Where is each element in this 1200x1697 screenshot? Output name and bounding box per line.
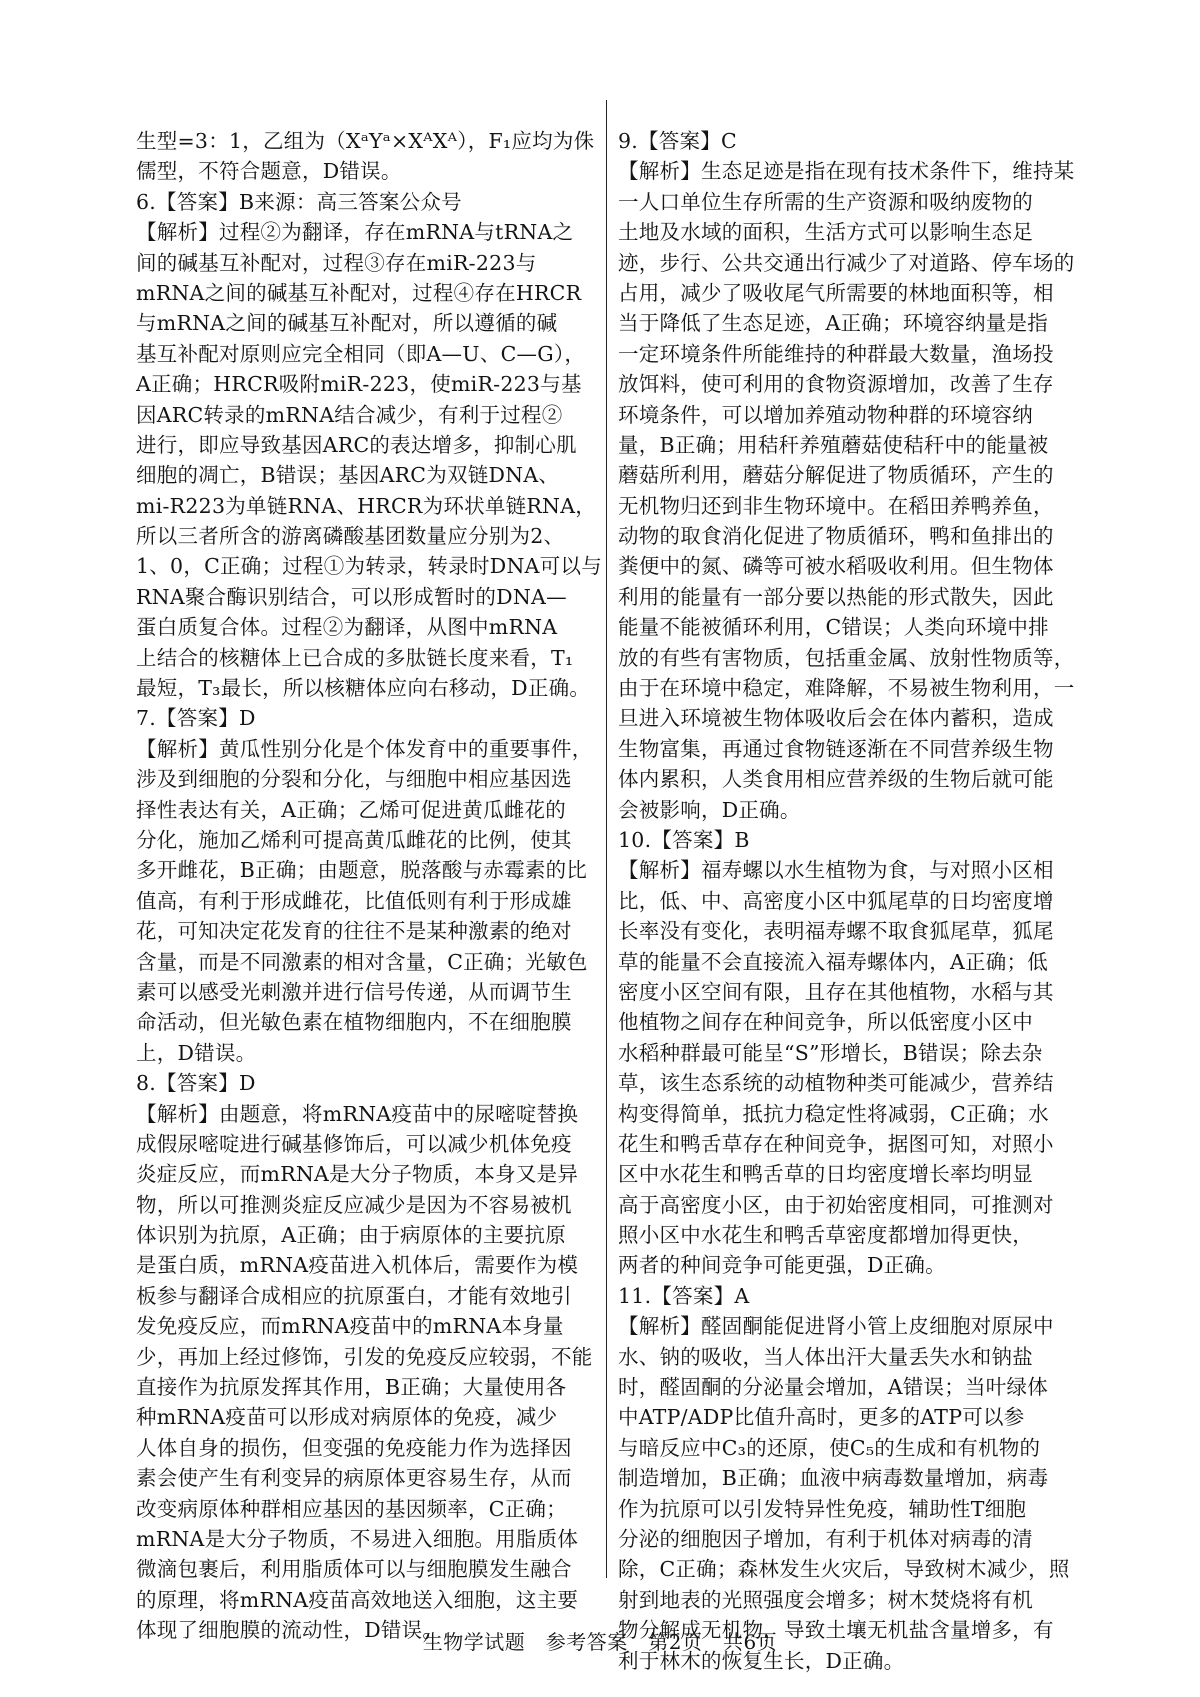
text-line: 生物富集，再通过食物链逐渐在不同营养级生物	[618, 736, 1054, 761]
text-line: 占用，减少了吸收尾气所需要的林地面积等，相	[618, 280, 1054, 305]
text-line: 粪便中的氮、磷等可被水稻吸收利用。但生物体	[618, 554, 1054, 579]
text-line: 物，所以可推测炎症反应减少是因为不容易被机	[136, 1192, 572, 1217]
text-line: 6.【答案】B来源：高三答案公众号	[136, 189, 462, 214]
text-line: 板参与翻译合成相应的抗原蛋白，才能有效地引	[136, 1283, 572, 1308]
text-line: 9.【答案】C	[618, 129, 737, 153]
text-line: 水、钠的吸收，当人体出汗大量丢失水和钠盐	[618, 1344, 1033, 1369]
text-line: 间的碱基互补配对，过程③存在miR-223与	[136, 250, 537, 275]
text-line: 多开雌花，B正确；由题意，脱落酸与赤霉素的比	[136, 858, 588, 883]
text-line: 花，可知决定花发育的往往不是某种激素的绝对	[136, 919, 572, 944]
text-line: 水稻种群最可能呈“S”形增长，B错误；除去杂	[618, 1040, 1043, 1065]
text-line: 【解析】过程②为翻译，存在mRNA与tRNA之	[136, 220, 574, 245]
text-line: 时，醛固酮的分泌量会增加，A错误；当叶绿体	[618, 1375, 1049, 1400]
text-line: 制造增加，B正确；血液中病毒数量增加，病毒	[618, 1466, 1049, 1491]
text-line: 11.【答案】A	[618, 1283, 750, 1308]
right-column	[618, 126, 1106, 1676]
text-line: 中ATP/ADP比值升高时，更多的ATP可以参	[618, 1405, 1025, 1430]
text-line: 构变得简单，抵抗力稳定性将减弱，C正确；水	[618, 1101, 1049, 1126]
text-line: 迹，步行、公共交通出行减少了对道路、停车场的	[618, 250, 1075, 275]
text-line: 会被影响，D正确。	[618, 797, 801, 822]
text-line: 环境条件，可以增加养殖动物种群的环境容纳	[618, 402, 1033, 427]
text-line: 旦进入环境被生物体吸收后会在体内蓄积，造成	[618, 706, 1054, 731]
text-line: 少，再加上经过修饰，引发的免疫反应较弱，不能	[136, 1344, 593, 1369]
text-line: 因ARC转录的mRNA结合减少，有利于过程②	[136, 402, 563, 427]
text-line: 最短，T₃最长，所以核糖体应向右移动，D正确。	[136, 676, 591, 701]
text-line: 上结合的核糖体上已合成的多肽链长度来看，T₁	[136, 645, 574, 670]
text-line: 儒型，不符合题意，D错误。	[136, 159, 402, 184]
text-line: 能量不能被循环利用，C错误；人类向环境中排	[618, 615, 1049, 640]
text-line: 一人口单位生存所需的生产资源和吸纳废物的	[618, 189, 1033, 214]
text-line: 蛋白质复合体。过程②为翻译，从图中mRNA	[136, 615, 558, 640]
text-line: 种mRNA疫苗可以形成对病原体的免疫，减少	[136, 1405, 558, 1430]
text-line: 涉及到细胞的分裂和分化，与细胞中相应基因选	[136, 767, 572, 792]
text-line: 长率没有变化，表明福寿螺不取食狐尾草，狐尾	[618, 919, 1054, 944]
text-line: 含量，而是不同激素的相对含量，C正确；光敏色	[136, 949, 588, 974]
text-line: 生型=3：1，乙组为（XᵃYᵃ×XᴬXᴬ），F₁应均为侏	[136, 129, 595, 153]
text-line: 是蛋白质，mRNA疫苗进入机体后，需要作为模	[136, 1253, 579, 1278]
text-line: 体识别为抗原，A正确；由于病原体的主要抗原	[136, 1223, 567, 1248]
text-line: 基互补配对原则应完全相同（即A—U、C—G），	[136, 341, 586, 366]
column-divider	[606, 100, 607, 1578]
text-line: 与暗反应中C₃的还原，使C₅的生成和有机物的	[618, 1435, 1041, 1460]
text-line: 照小区中水花生和鸭舌草密度都增加得更快，	[618, 1223, 1033, 1248]
text-line: 区中水花生和鸭舌草的日均密度增长率均明显	[618, 1162, 1033, 1187]
text-line: 花生和鸭舌草存在种间竞争，据图可知，对照小	[618, 1131, 1054, 1156]
text-line: 上，D错误。	[136, 1040, 257, 1065]
page-footer: 生物学试题 参考答案 第2页 共6页	[422, 1630, 778, 1654]
text-line: 命活动，但光敏色素在植物细胞内，不在细胞膜	[136, 1010, 572, 1035]
text-line: 分泌的细胞因子增加，有利于机体对病毒的清	[618, 1526, 1033, 1551]
text-line: 作为抗原可以引发特异性免疫，辅助性T细胞	[618, 1496, 1027, 1521]
text-line: 【解析】生态足迹是指在现有技术条件下，维持某	[618, 159, 1075, 184]
text-line: 素会使产生有利变异的病原体更容易生存，从而	[136, 1466, 572, 1491]
text-line: 值高，有利于形成雌花，比值低则有利于形成雄	[136, 888, 572, 913]
text-line: 量，B正确；用秸秆养殖蘑菇使秸秆中的能量被	[618, 432, 1049, 457]
text-line: 放饵料，使可利用的食物资源增加，改善了生存	[618, 372, 1054, 397]
text-line: 体内累积，人类食用相应营养级的生物后就可能	[618, 767, 1054, 792]
text-line: 无机物归还到非生物环境中。在稻田养鸭养鱼，	[618, 493, 1054, 518]
text-line: 微滴包裹后，利用脂质体可以与细胞膜发生融合	[136, 1557, 572, 1582]
text-line: 的原理，将mRNA疫苗高效地送入细胞，这主要	[136, 1587, 579, 1612]
text-line: 两者的种间竞争可能更强，D正确。	[618, 1253, 946, 1278]
text-line: 【解析】黄瓜性别分化是个体发育中的重要事件，	[136, 736, 593, 761]
text-line: 土地及水域的面积，生活方式可以影响生态足	[618, 220, 1033, 245]
text-line: 除，C正确；森林发生火灾后，导致树木减少，照	[618, 1557, 1070, 1582]
text-line: 密度小区空间有限，且存在其他植物，水稻与其	[618, 979, 1054, 1004]
text-line: 1、0，C正确；过程①为转录，转录时DNA可以与	[136, 554, 602, 579]
text-line: 分化，施加乙烯利可提高黄瓜雌花的比例，使其	[136, 827, 572, 852]
text-line: mi-R223为单链RNA、HRCR为环状单链RNA，	[136, 493, 597, 518]
text-line: 由于在环境中稳定，难降解，不易被生物利用，一	[618, 676, 1075, 701]
text-line: mRNA是大分子物质，不易进入细胞。用脂质体	[136, 1526, 579, 1551]
text-line: 利用的能量有一部分要以热能的形式散失，因此	[618, 584, 1054, 609]
text-line: 当于降低了生态足迹，A正确；环境容纳量是指	[618, 311, 1049, 336]
text-line: 草，该生态系统的动植物种类可能减少，营养结	[618, 1071, 1054, 1096]
text-line: 【解析】福寿螺以水生植物为食，与对照小区相	[618, 858, 1054, 883]
text-line: 高于高密度小区，由于初始密度相同，可推测对	[618, 1192, 1054, 1217]
text-line: 比，低、中、高密度小区中狐尾草的日均密度增	[618, 888, 1054, 913]
text-line: 直接作为抗原发挥其作用，B正确；大量使用各	[136, 1375, 567, 1400]
text-line: 【解析】醛固酮能促进肾小管上皮细胞对原尿中	[618, 1314, 1054, 1339]
text-line: 动物的取食消化促进了物质循环，鸭和鱼排出的	[618, 524, 1054, 549]
text-line: 与mRNA之间的碱基互补配对，所以遵循的碱	[136, 311, 558, 336]
text-line: 7.【答案】D	[136, 706, 256, 731]
text-line: 择性表达有关，A正确；乙烯可促进黄瓜雌花的	[136, 797, 567, 822]
text-line: 体现了细胞膜的流动性，D错误。	[136, 1618, 444, 1643]
text-line: 细胞的凋亡，B错误；基因ARC为双链DNA、	[136, 463, 560, 488]
text-line: 8.【答案】D	[136, 1071, 256, 1096]
text-line: 所以三者所含的游离磷酸基团数量应分别为2、	[136, 524, 565, 549]
text-line: 成假尿嘧啶进行碱基修饰后，可以减少机体免疫	[136, 1131, 572, 1156]
text-line: 射到地表的光照强度会增多；树木焚烧将有机	[618, 1587, 1033, 1612]
text-line: 一定环境条件所能维持的种群最大数量，渔场投	[618, 341, 1054, 366]
text-line: 进行，即应导致基因ARC的表达增多，抑制心肌	[136, 432, 577, 457]
text-line: RNA聚合酶识别结合，可以形成暂时的DNA—	[136, 584, 567, 609]
text-line: mRNA之间的碱基互补配对，过程④存在HRCR	[136, 280, 582, 305]
text-line: 炎症反应，而mRNA是大分子物质，本身又是异	[136, 1162, 579, 1187]
text-line: 草的能量不会直接流入福寿螺体内，A正确；低	[618, 949, 1049, 974]
text-line: 物分解成无机物，导致土壤无机盐含量增多，有	[618, 1618, 1054, 1643]
text-line: 素可以感受光刺激并进行信号传递，从而调节生	[136, 979, 572, 1004]
text-line: 利于林木的恢复生长，D正确。	[618, 1648, 905, 1673]
text-line: 人体自身的损伤，但变强的免疫能力作为选择因	[136, 1435, 572, 1460]
text-line: 他植物之间存在种间竞争，所以低密度小区中	[618, 1010, 1033, 1035]
text-line: 蘑菇所利用，蘑菇分解促进了物质循环，产生的	[618, 463, 1054, 488]
text-line: 改变病原体种群相应基因的基因频率，C正确；	[136, 1496, 567, 1521]
text-line: 10.【答案】B	[618, 827, 750, 852]
left-column	[136, 126, 604, 1646]
text-line: 发免疫反应，而mRNA疫苗中的mRNA本身量	[136, 1314, 564, 1339]
text-line: A正确；HRCR吸附miR-223，使miR-223与基	[136, 372, 582, 397]
text-line: 【解析】由题意，将mRNA疫苗中的尿嘧啶替换	[136, 1101, 579, 1126]
text-line: 放的有些有害物质，包括重金属、放射性物质等，	[618, 645, 1075, 670]
